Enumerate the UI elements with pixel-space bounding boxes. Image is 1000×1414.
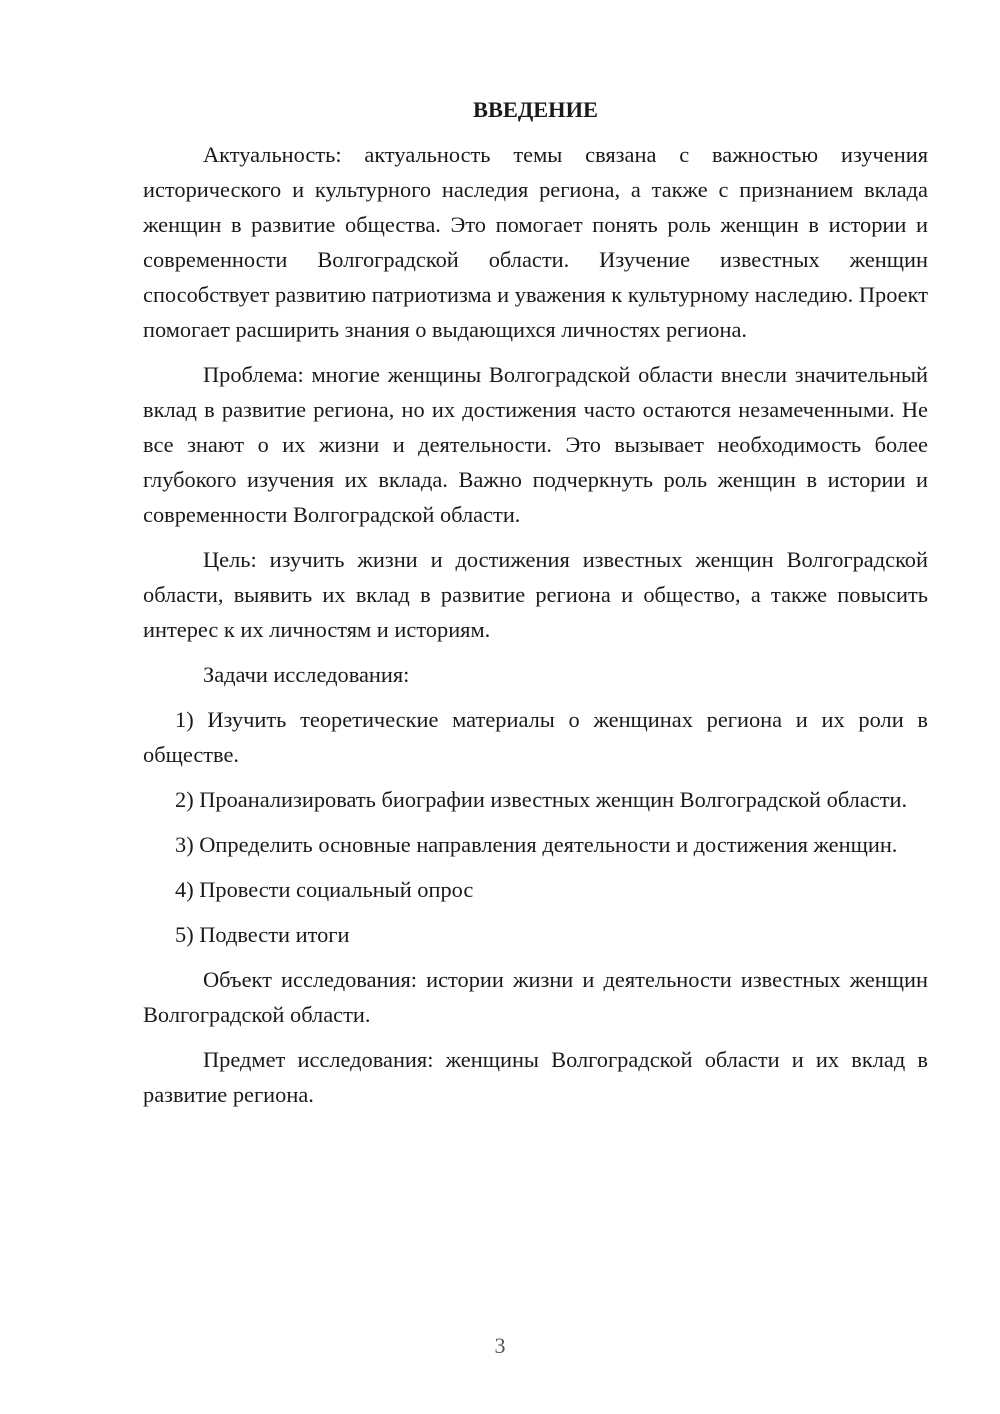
object-paragraph: Объект исследования: истории жизни и деятельности известных женщин Волгоградской области. [143, 967, 928, 1027]
task-item: 5) Подвести итоги [175, 922, 350, 947]
task-item: 1) Изучить теоретические материалы о женщинах региона и их роли в обществе. [143, 707, 928, 767]
document-page [143, 92, 928, 1122]
task-item: 2) Проанализировать биографии известных женщин Волгоградской области. [175, 787, 908, 812]
subject-paragraph: Предмет исследования: женщины Волгоградской области и их вклад в развитие региона. [143, 1047, 928, 1107]
relevance-paragraph: Актуальность: актуальность темы связана с важностью изучения исторического и культурного наследия региона, а также с признанием вклада женщин в развитие общества. Это помогает понять роль женщин в истории и современности Волгоградской области. Изучение известных женщин способствует развитию патриотизма и уважения к культурному наследию. Проект помогает расширить знания о выдающихся личностях региона. [143, 142, 928, 342]
task-item: 4) Провести социальный опрос [175, 877, 474, 902]
task-item: 3) Определить основные направления деятельности и достижения женщин. [175, 832, 898, 857]
problem-paragraph: Проблема: многие женщины Волгоградской области внесли значительный вклад в развитие региона, но их достижения часто остаются незамеченными. Не все знают о их жизни и деятельности. Это вызывает необходимость более глубокого изучения их вклада. Важно подчеркнуть роль женщин в истории и современности Волгоградской области. [143, 362, 928, 527]
goal-paragraph: Цель: изучить жизни и достижения известных женщин Волгоградской области, выявить их вклад в развитие региона и общество, а также повысить интерес к их личностям и историям. [143, 547, 928, 642]
section-title: ВВЕДЕНИЕ [473, 97, 598, 122]
page-number: 3 [494, 1333, 506, 1358]
tasks-heading: Задачи исследования: [203, 662, 410, 687]
tasks-list [143, 702, 928, 952]
